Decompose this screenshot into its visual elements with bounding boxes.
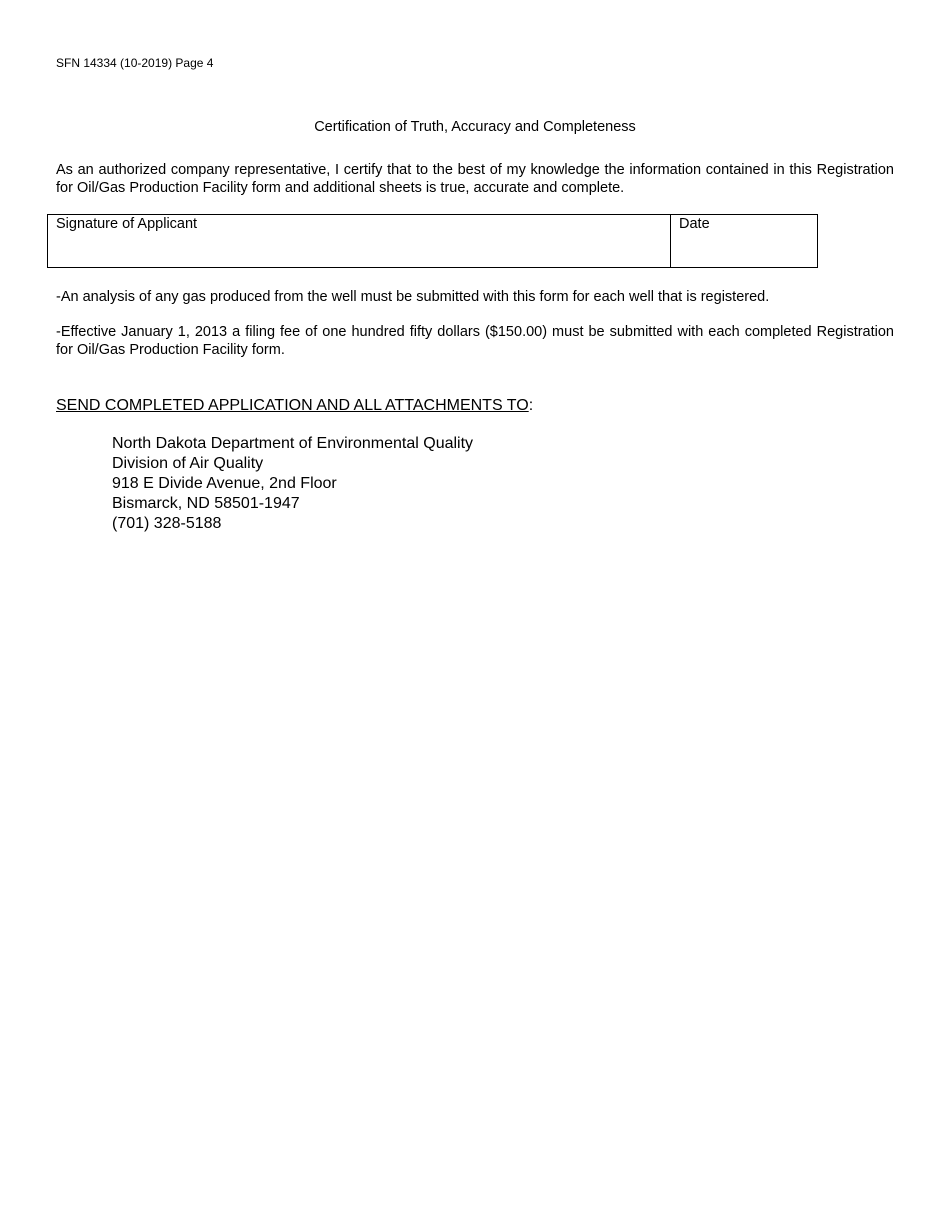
signature-field[interactable] [48, 215, 671, 267]
certification-title: Certification of Truth, Accuracy and Completeness [314, 119, 636, 135]
mailing-address [112, 434, 473, 534]
address-line: 918 E Divide Avenue, 2nd Floor [112, 475, 337, 492]
signature-label: Signature of Applicant [56, 216, 198, 232]
send-to-heading [56, 396, 533, 415]
address-line: Division of Air Quality [112, 455, 264, 472]
signature-table [47, 214, 818, 268]
send-to-heading-colon: : [528, 397, 534, 414]
address-line: North Dakota Department of Environmental Quality [112, 435, 474, 452]
filing-fee-note: -Effective January 1, 2013 a filing fee of one hundred fifty dollars ($150.00) must be submitted with each completed Registration for Oil/Gas Production Facility form. [56, 324, 894, 358]
form-code: SFN 14334 (10-2019) Page 4 [56, 56, 214, 70]
gas-analysis-note: -An analysis of any gas produced from the well must be submitted with this form for each well that is registered. [56, 289, 770, 305]
date-field[interactable] [671, 215, 817, 267]
date-label: Date [679, 216, 710, 232]
address-line: Bismarck, ND 58501-1947 [112, 495, 300, 512]
send-to-heading-text: SEND COMPLETED APPLICATION AND ALL ATTACHMENTS TO [56, 397, 529, 414]
certification-statement: As an authorized company representative, I certify that to the best of my knowledge the information contained in this Registration for Oil/Gas Production Facility form and additional sheets is true, accurate and complete. [56, 162, 894, 196]
phone-number: (701) 328-5188 [112, 515, 222, 532]
